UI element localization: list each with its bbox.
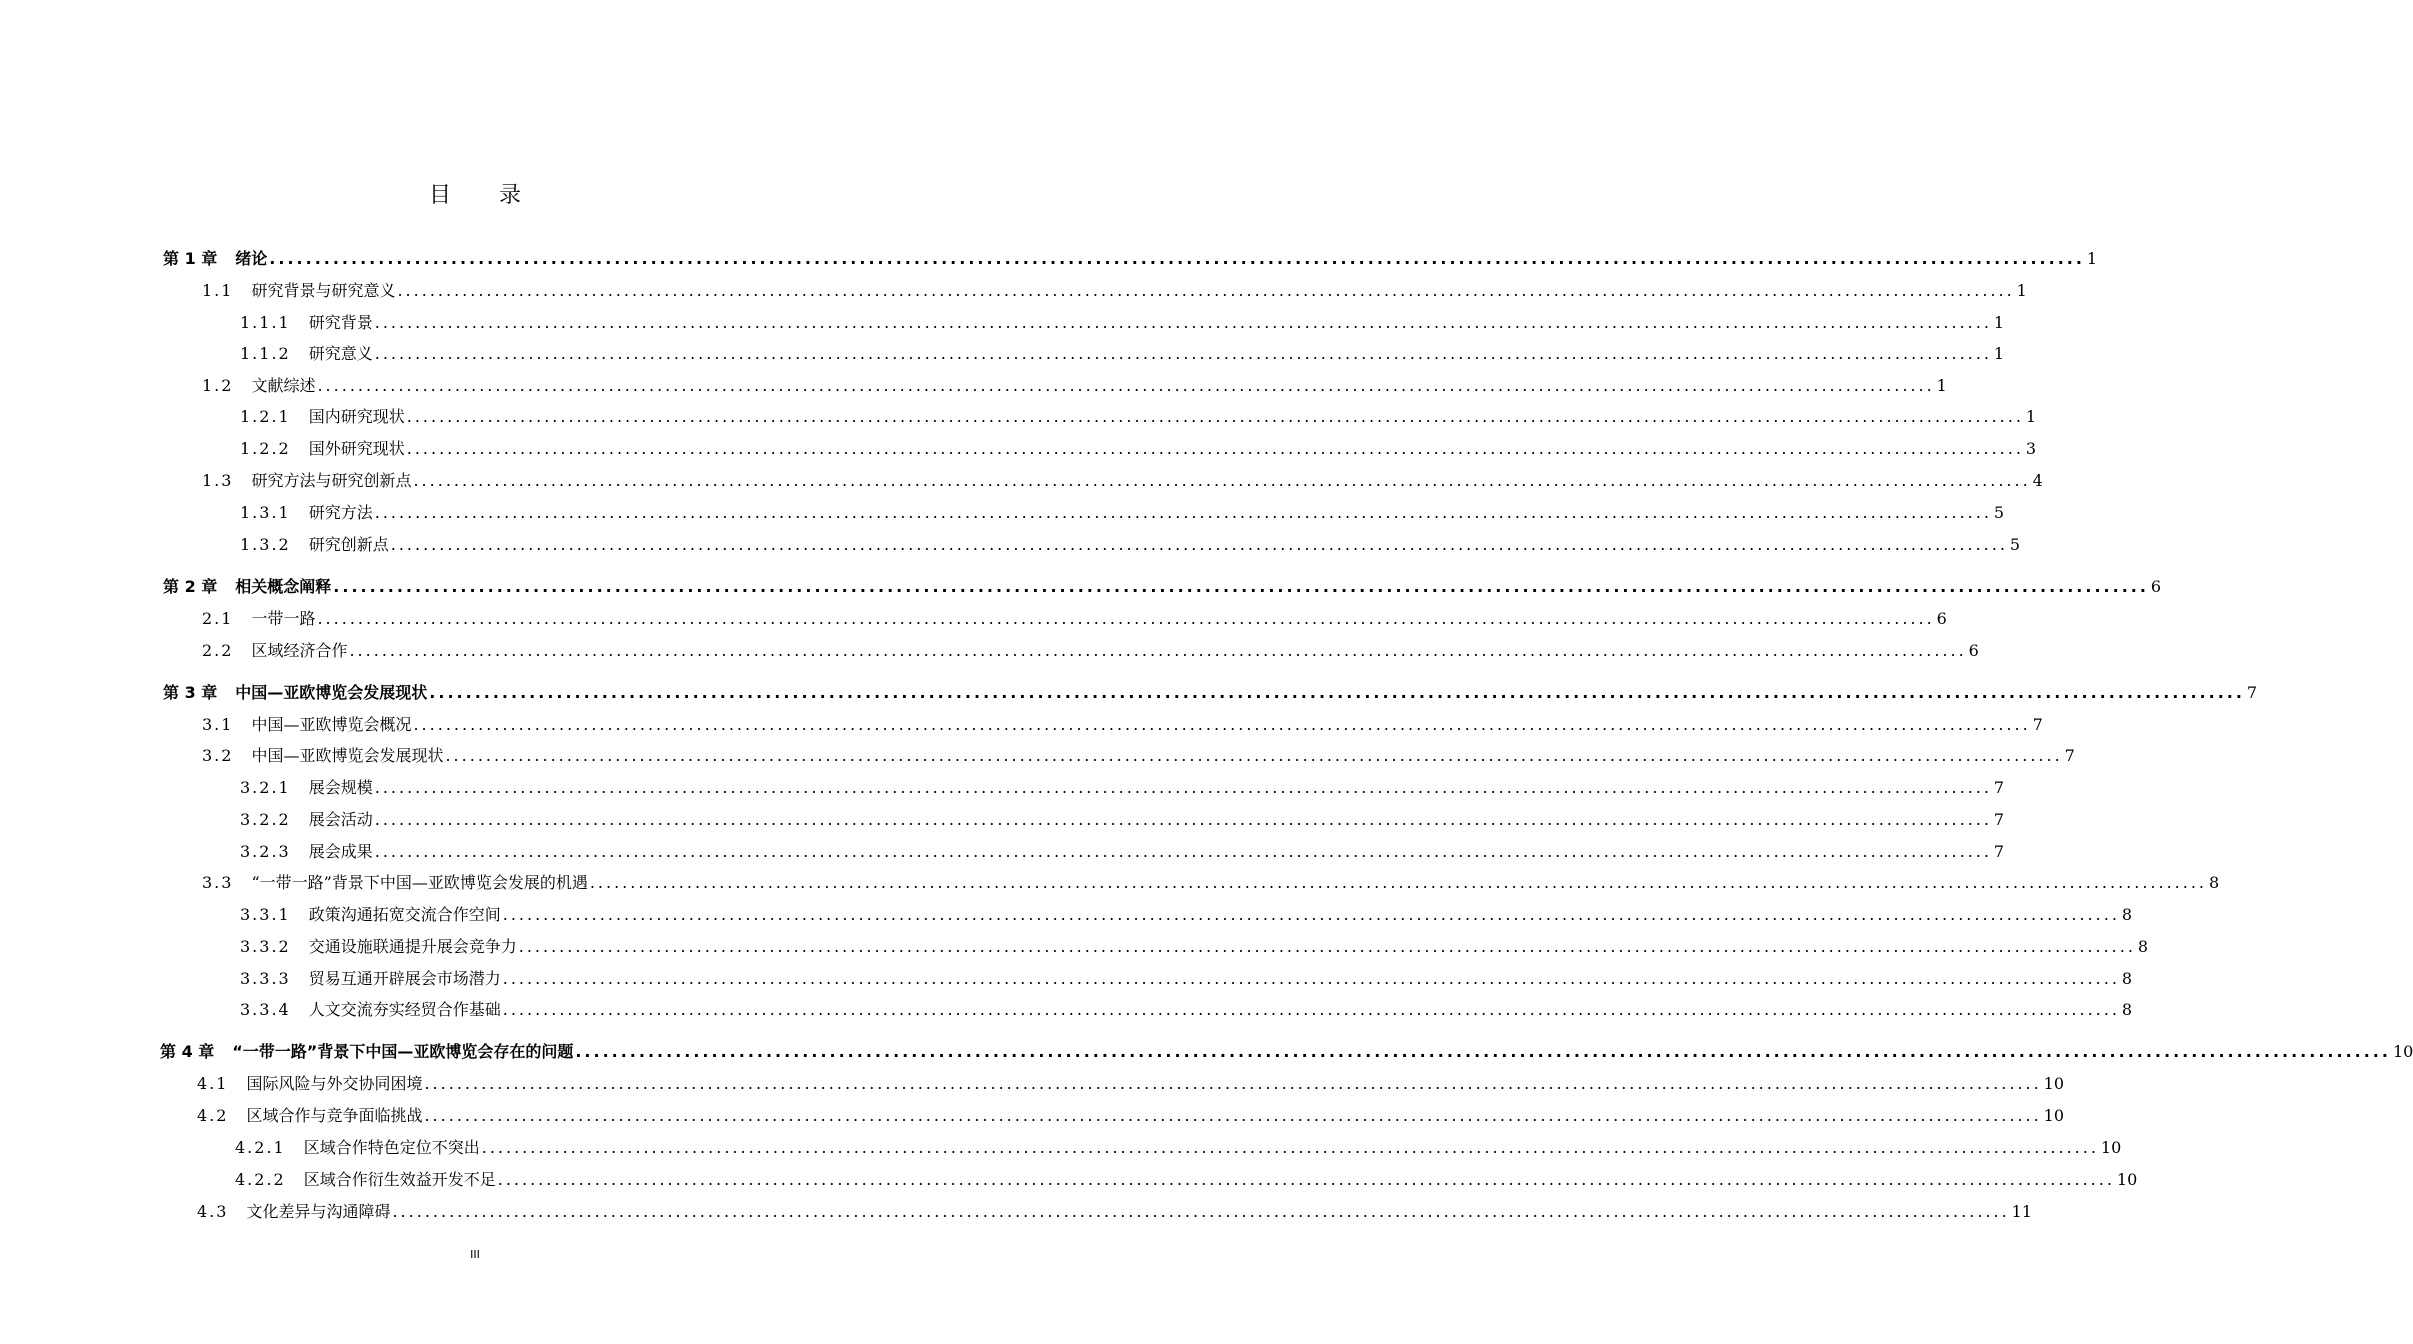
toc-entry-title: 贸易互通开辟展会市场潜力 [308,969,501,988]
toc-entry[interactable] [202,375,1947,397]
toc-entry-number: 3.3.2 [240,937,291,956]
toc-entry-number: 3.2.3 [240,842,291,861]
dot-leader: ........................................................................................................................................................................................................ [374,313,1992,332]
dot-leader: ........................................................................................................................................................................................................ [502,1000,2120,1019]
toc-entry-title: 研究背景 [308,313,373,332]
toc-entry-page: 11 [2011,1202,2033,1221]
dot-leader: ........................................................................................................................................................................................................ [429,683,2245,702]
dot-leader: ........................................................................................................................................................................................................ [269,249,2085,268]
toc-entry-page: 8 [2121,1000,2133,1019]
toc-entry-page: 6 [1968,641,1979,660]
toc-entry-page: 6 [2150,577,2162,596]
toc-entry-page: 1 [1993,313,2005,332]
toc-entry-number: 2.1 [202,609,234,628]
toc-entry[interactable] [240,841,2005,863]
toc-entry-page: 7 [2032,715,2043,734]
toc-entry-page: 5 [2009,535,2021,554]
dot-leader: ........................................................................................................................................................................................................ [317,376,1935,395]
toc-entry[interactable] [240,809,2005,831]
toc-entry-title: 展会活动 [308,810,373,829]
toc-entry-number: 1.3 [202,471,234,490]
toc-entry-number: 第 1 章 [163,249,218,268]
toc-entry-number: 3.3.3 [240,969,291,988]
toc-entry[interactable] [240,502,2005,524]
toc-entry-title: 中国—亚欧博览会概况 [251,715,412,734]
toc-entry-title: 区域合作特色定位不突出 [303,1138,480,1157]
toc-entry-number: 4.2.2 [235,1170,286,1189]
dot-leader: ........................................................................................................................................................................................................ [497,1170,2115,1189]
toc-entry-number: 4.2.1 [235,1138,286,1157]
toc-entry-page: 8 [2209,873,2220,892]
dot-leader: ........................................................................................................................................................................................................ [575,1042,2391,1061]
toc-entry[interactable] [240,777,2005,799]
dot-leader: ........................................................................................................................................................................................................ [518,937,2136,956]
toc-entry[interactable] [202,640,1979,662]
toc-entry[interactable] [240,534,2021,556]
toc-entry-title: 相关概念阐释 [235,577,332,596]
dot-leader: ........................................................................................................................................................................................................ [406,439,2024,458]
toc-entry[interactable] [202,714,2043,736]
dot-leader: ........................................................................................................................................................................................................ [374,810,1992,829]
dot-leader: ........................................................................................................................................................................................................ [317,609,1935,628]
toc-entry-number: 3.3.1 [240,905,291,924]
toc-entry-title: “一带一路”背景下中国—亚欧博览会发展的机遇 [251,873,588,892]
dot-leader: ........................................................................................................................................................................................................ [374,503,1992,522]
dot-leader: ........................................................................................................................................................................................................ [413,715,2031,734]
toc-entry-number: 3.2 [202,746,234,765]
dot-leader: ........................................................................................................................................................................................................ [502,969,2120,988]
toc-entry-title: 一带一路 [251,609,316,628]
toc-entry[interactable] [197,1073,2065,1095]
toc-entry-title: 研究方法 [308,503,373,522]
toc-entry-number: 3.2.2 [240,810,291,829]
dot-leader: ........................................................................................................................................................................................................ [502,905,2120,924]
toc-entry[interactable] [202,745,2075,767]
dot-leader: ........................................................................................................................................................................................................ [374,778,1992,797]
toc-entry[interactable] [235,1137,2122,1159]
toc-entry-number: 1.1.1 [240,313,291,332]
toc-entry-page: 10 [2100,1138,2122,1157]
toc-entry-title: 文献综述 [251,376,316,395]
dot-leader: ........................................................................................................................................................................................................ [406,407,2024,426]
toc-entry-page: 1 [1993,344,2005,363]
toc-entry-title: 交通设施联通提升展会竞争力 [308,937,517,956]
toc-entry-number: 4.2 [197,1106,229,1125]
toc-chapter-entry[interactable] [163,248,2098,270]
toc-entry-title: 国内研究现状 [308,407,405,426]
dot-leader: ........................................................................................................................................................................................................ [424,1106,2042,1125]
toc-entry-page: 1 [2016,281,2027,300]
toc-entry[interactable] [240,406,2037,428]
dot-leader: ........................................................................................................................................................................................................ [374,344,1992,363]
toc-entry-page: 7 [1993,810,2005,829]
toc-chapter-entry[interactable] [163,682,2258,704]
toc-entry-title: 政策沟通拓宽交流合作空间 [308,905,501,924]
toc-entry[interactable] [197,1201,2033,1223]
toc-entry-page: 1 [1936,376,1947,395]
toc-entry[interactable] [240,968,2133,990]
toc-entry-page: 1 [2086,249,2098,268]
toc-entry-title: 研究方法与研究创新点 [251,471,412,490]
toc-entry-title: 国际风险与外交协同困境 [246,1074,423,1093]
toc-entry-number: 1.1.2 [240,344,291,363]
toc-entry[interactable] [197,1105,2065,1127]
toc-entry-number: 第 2 章 [163,577,218,596]
dot-leader: ........................................................................................................................................................................................................ [481,1138,2099,1157]
toc-entry-title: 文化差异与沟通障碍 [246,1202,391,1221]
toc-entry-page: 8 [2121,969,2133,988]
toc-entry-title: 研究背景与研究意义 [251,281,396,300]
toc-entry-number: 1.2.1 [240,407,291,426]
toc-entry-number: 3.1 [202,715,234,734]
toc-entry-title: “一带一路”背景下中国—亚欧博览会存在的问题 [232,1042,574,1061]
toc-entry-number: 1.3.1 [240,503,291,522]
dot-leader: ........................................................................................................................................................................................................ [424,1074,2042,1093]
toc-entry-title: 中国—亚欧博览会发展现状 [235,683,428,702]
toc-entry-page: 3 [2025,439,2037,458]
toc-entry[interactable] [235,1169,2138,1191]
toc-entry-number: 第 4 章 [160,1042,215,1061]
toc-entry[interactable] [240,438,2037,460]
toc-entry-page: 10 [2043,1074,2065,1093]
toc-entry-page: 7 [2246,683,2258,702]
toc-entry[interactable] [240,312,2005,334]
toc-entry-number: 4.1 [197,1074,229,1093]
toc-entry-page: 1 [2025,407,2037,426]
dot-leader: ........................................................................................................................................................................................................ [333,577,2149,596]
toc-entry[interactable] [202,280,2027,302]
toc-entry-number: 1.2.2 [240,439,291,458]
dot-leader: ........................................................................................................................................................................................................ [397,281,2015,300]
toc-entry-page: 7 [1993,778,2005,797]
toc-entry-number: 2.2 [202,641,234,660]
toc-entry-number: 第 3 章 [163,683,218,702]
toc-entry-title: 国外研究现状 [308,439,405,458]
dot-leader: ........................................................................................................................................................................................................ [349,641,1967,660]
toc-entry-number: 3.2.1 [240,778,291,797]
dot-leader: ........................................................................................................................................................................................................ [374,842,1992,861]
toc-chapter-entry[interactable] [163,576,2162,598]
toc-entry-title: 绪论 [235,249,268,268]
toc-entry-page: 10 [2392,1042,2413,1061]
toc-entry-number: 1.1 [202,281,234,300]
toc-entry[interactable] [202,872,2220,894]
toc-entry-title: 区域合作衍生效益开发不足 [303,1170,496,1189]
toc-entry[interactable] [240,936,2149,958]
dot-leader: ........................................................................................................................................................................................................ [392,1202,2010,1221]
toc-entry-title: 展会规模 [308,778,373,797]
toc-entry-number: 3.3 [202,873,234,892]
toc-entry-number: 4.3 [197,1202,229,1221]
toc-entry-page: 5 [1993,503,2005,522]
toc-entry-title: 中国—亚欧博览会发展现状 [251,746,444,765]
toc-entry-title: 研究意义 [308,344,373,363]
toc-entry-number: 1.2 [202,376,234,395]
toc-entry-page: 7 [1993,842,2005,861]
toc-entry-title: 人文交流夯实经贸合作基础 [308,1000,501,1019]
toc-chapter-entry[interactable] [160,1041,2413,1063]
dot-leader: ........................................................................................................................................................................................................ [390,535,2008,554]
toc-entry[interactable] [202,470,2043,492]
toc-entry-page: 8 [2137,937,2149,956]
toc-entry[interactable] [240,999,2133,1021]
toc-entry[interactable] [240,904,2133,926]
toc-entry-page: 8 [2121,905,2133,924]
toc-entry-number: 3.3.4 [240,1000,291,1019]
toc-entry-page: 4 [2032,471,2043,490]
toc-entry[interactable] [202,608,1947,630]
toc-entry-page: 7 [2064,746,2075,765]
toc-entry[interactable] [240,343,2005,365]
toc-entry-page: 6 [1936,609,1947,628]
toc-entry-title: 区域合作与竞争面临挑战 [246,1106,423,1125]
toc-entry-page: 10 [2043,1106,2065,1125]
toc-entry-title: 展会成果 [308,842,373,861]
dot-leader: ........................................................................................................................................................................................................ [413,471,2031,490]
toc-entry-page: 10 [2116,1170,2138,1189]
toc-entry-number: 1.3.2 [240,535,291,554]
toc-entry-title: 区域经济合作 [251,641,348,660]
toc-entry-title: 研究创新点 [308,535,389,554]
page-number-footer: III [470,1248,480,1261]
dot-leader: ........................................................................................................................................................................................................ [589,873,2208,892]
page-title: 目录 [428,183,569,208]
dot-leader: ........................................................................................................................................................................................................ [445,746,2063,765]
